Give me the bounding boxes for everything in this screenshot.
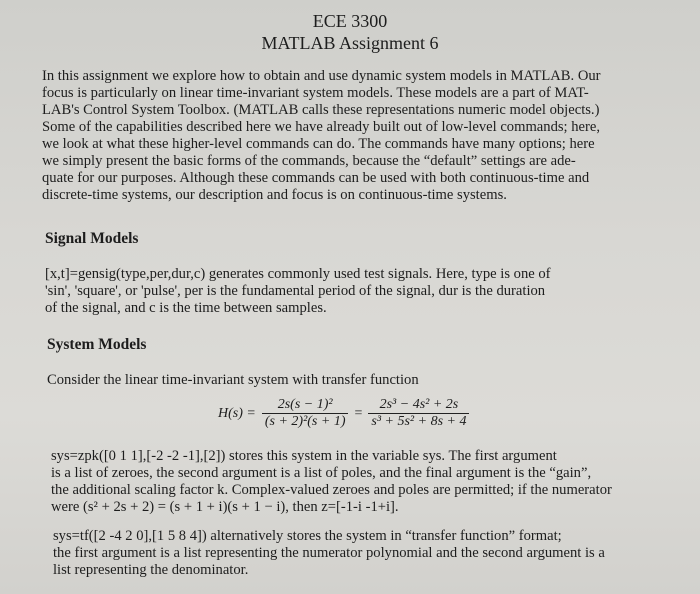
system-models-intro: Consider the linear time-invariant system with transfer function [47, 372, 419, 388]
signal-models-paragraph [45, 266, 675, 317]
tf-line: the first argument is a list representing the numerator polynomial and the second argument is a [53, 545, 605, 561]
intro-line: focus is particularly on linear time-invariant system models. These models are a part of MAT- [42, 85, 589, 101]
course-title: ECE 3300 [312, 11, 388, 31]
zpk-line: the additional scaling factor k. Complex-valued zeroes and poles are permitted; if the numerator [51, 482, 612, 498]
intro-line: we look at what these higher-level commands can do. The commands have many options; here [42, 136, 595, 152]
signal-line: of the signal, and c is the time between samples. [45, 300, 327, 316]
equation-lhs: H(s) = [218, 405, 256, 421]
intro-line: Some of the capabilities described here we have already built out of low-level commands; here, [42, 119, 601, 135]
signal-models-heading: Signal Models [45, 230, 139, 247]
fraction-factored [262, 397, 349, 430]
tf-line: sys=tf([2 -4 2 0],[1 5 8 4]) alternatively stores the system in “transfer function” format; [53, 528, 562, 544]
equation-equals: = [354, 405, 363, 421]
intro-line: In this assignment we explore how to obtain and use dynamic system models in MATLAB. Our [42, 68, 601, 84]
assignment-title: MATLAB Assignment 6 [261, 33, 439, 53]
transfer-function-equation [218, 397, 475, 430]
intro-paragraph [42, 68, 672, 204]
system-models-heading: System Models [47, 336, 147, 353]
signal-line: [x,t]=gensig(type,per,dur,c) generates commonly used test signals. Here, type is one of [45, 266, 551, 282]
fraction-expanded [368, 397, 469, 430]
intro-line: we simply present the basic forms of the commands, because the “default” settings are ade- [42, 153, 576, 169]
signal-line: 'sin', 'square', or 'pulse', per is the fundamental period of the signal, dur is the duration [45, 283, 546, 299]
tf-paragraph [53, 528, 671, 579]
fraction-numerator: 2s³ − 4s² + 2s [379, 397, 459, 412]
intro-line: LAB's Control System Toolbox. (MATLAB calls these representations numeric model objects.) [42, 102, 600, 118]
fraction-numerator: 2s(s − 1)² [277, 397, 333, 412]
fraction-denominator: s³ + 5s² + 8s + 4 [371, 414, 467, 429]
zpk-paragraph [51, 448, 671, 516]
document-header [0, 10, 700, 54]
intro-line: discrete-time systems, our description and focus is on continuous-time systems. [42, 187, 507, 203]
zpk-line: sys=zpk([0 1 1],[-2 -2 -1],[2]) stores this system in the variable sys. The first argument [51, 448, 557, 464]
zpk-line: is a list of zeroes, the second argument is a list of poles, and the final argument is the “gain”, [51, 465, 592, 481]
zpk-line: were (s² + 2s + 2) = (s + 1 + i)(s + 1 − i), then z=[-1-i -1+i]. [51, 499, 399, 515]
tf-line: list representing the denominator. [53, 562, 249, 578]
intro-line: quate for our purposes. Although these commands can be used with both continuous-time and [42, 170, 590, 186]
fraction-denominator: (s + 2)²(s + 1) [264, 414, 346, 429]
